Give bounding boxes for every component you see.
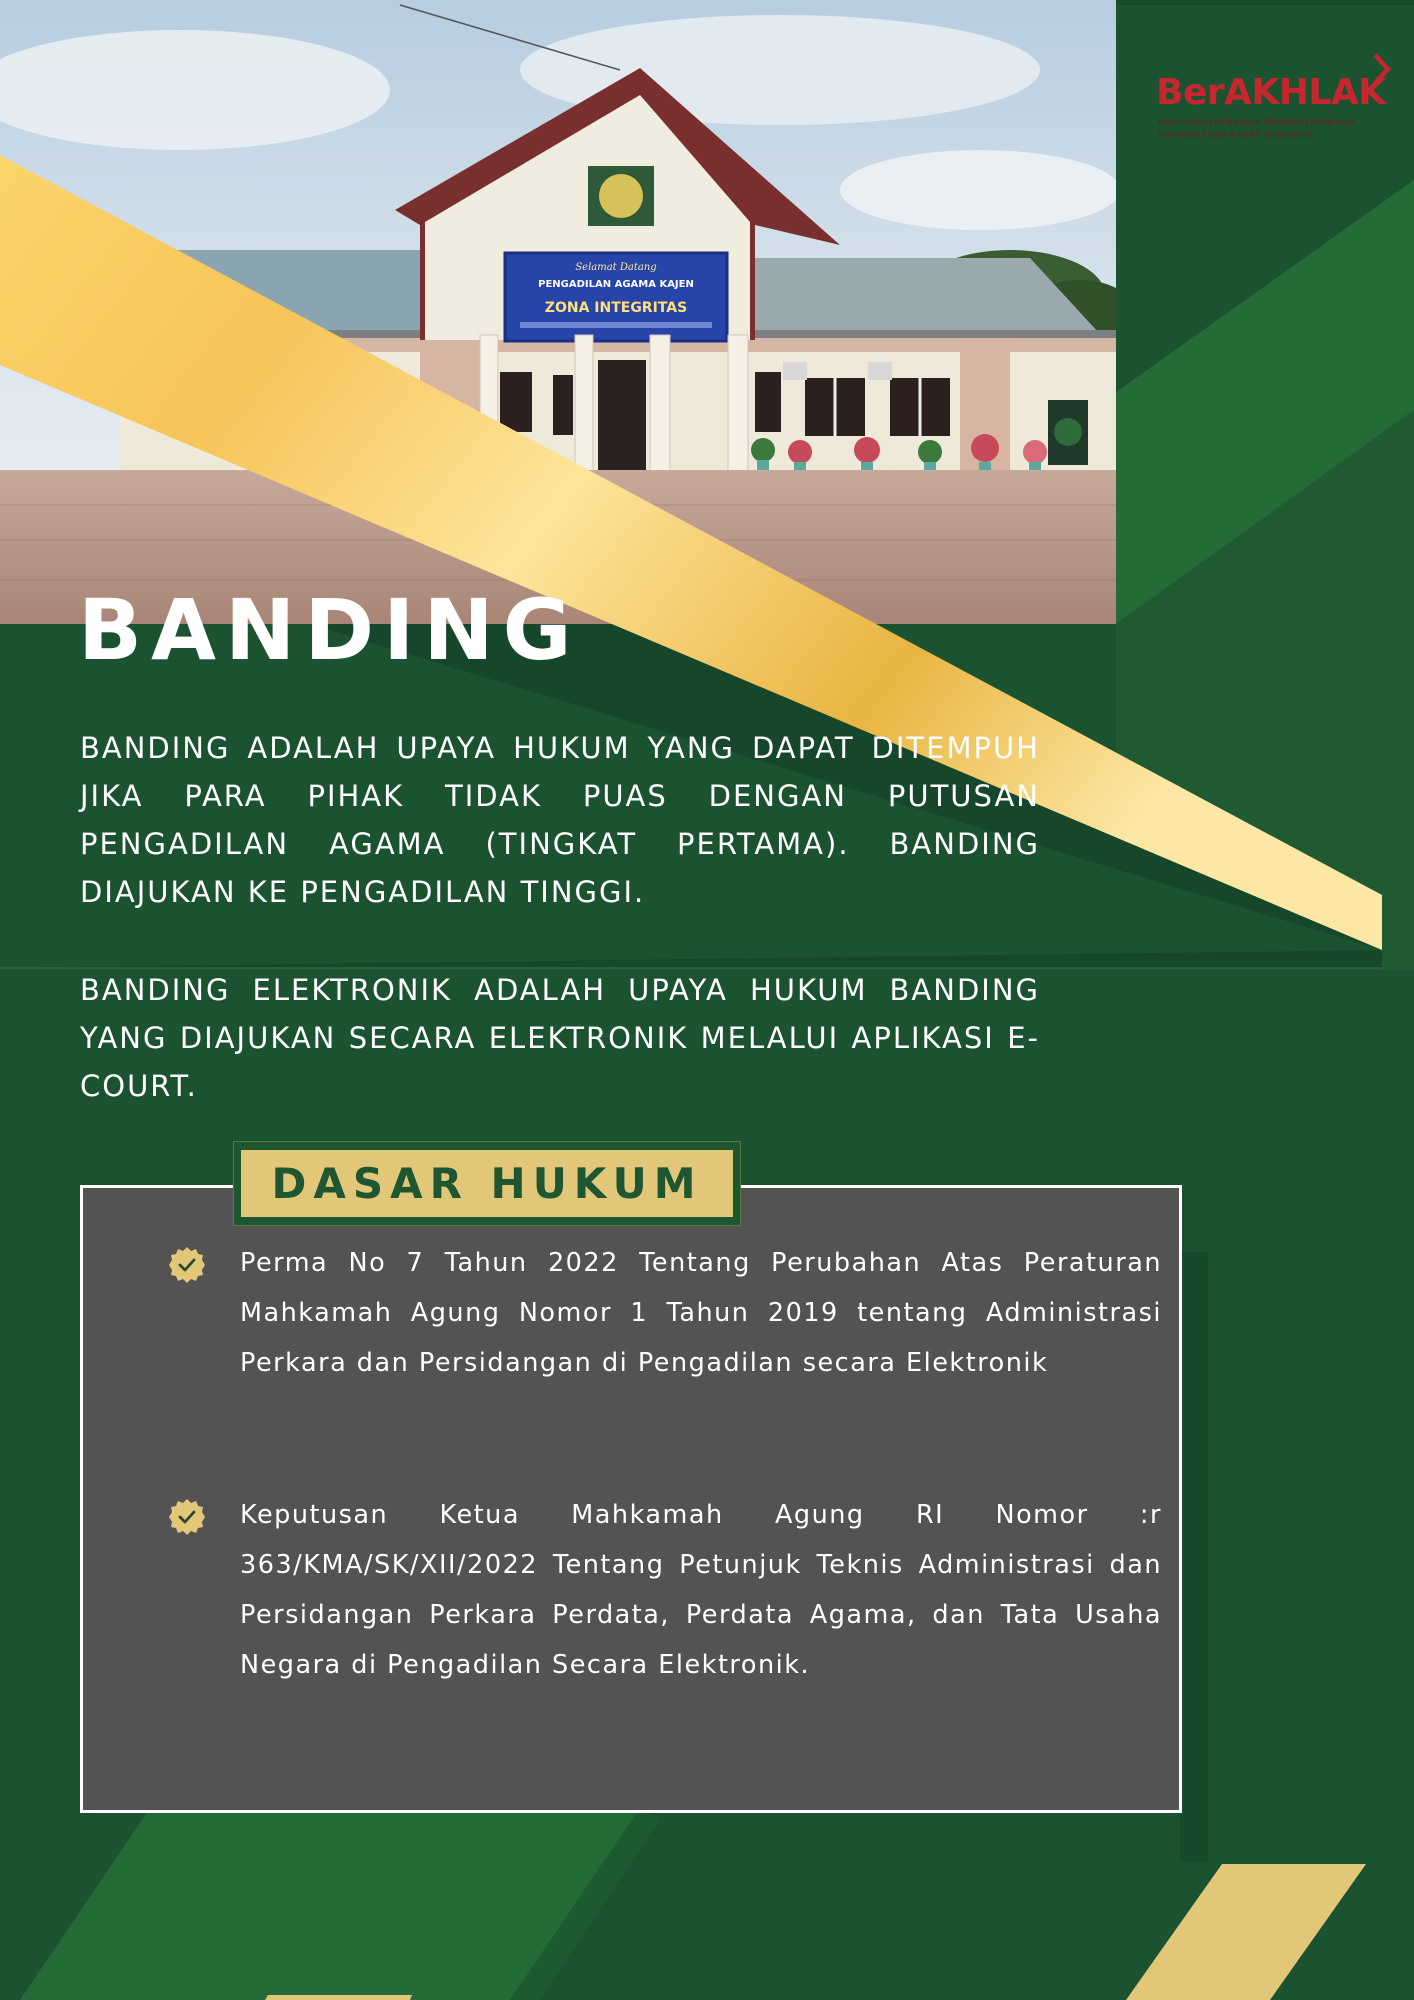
dasar-hukum-tab [241, 1150, 733, 1217]
berakhlak-logo [1150, 50, 1400, 150]
legal-basis-item: Keputusan Ketua Mahkamah Agung RI Nomor :r 363/KMA/SK/XII/2022 Tentang Petunjuk Teknis Administrasi dan Persidangan Perkara Perdata, Perdata Agama, dan Tata Usaha Negara di Pengadilan Secara Elektronik. [240, 1500, 1162, 1680]
banner-line-3: ZONA INTEGRITAS [544, 300, 688, 316]
definition-paragraph: BANDING ADALAH UPAYA HUKUM YANG DAPAT DITEMPUH JIKA PARA PIHAK TIDAK PUAS DENGAN PUTUSAN PENGADILAN AGAMA (TINGKAT PERTAMA). BANDING DIAJUKAN KE PENGADILAN TINGGI. [80, 731, 1040, 909]
logo-tagline-1: Berorientasi Pelayanan Akuntabel Kompeten [1158, 118, 1356, 128]
check-badge-icon [168, 1246, 206, 1284]
page-title: BANDING [78, 581, 581, 679]
legal-basis-item: Perma No 7 Tahun 2022 Tentang Perubahan Atas Peraturan Mahkamah Agung Nomor 1 Tahun 2019 tentang Administrasi Perkara dan Persidangan di Pengadilan secara Elektronik [240, 1248, 1162, 1378]
logo-text: BerAKHLAK [1156, 72, 1386, 113]
check-badge-icon [168, 1498, 206, 1536]
logo-tagline-2: Harmonis Loyal Adaptif Kolaboratif [1158, 130, 1313, 140]
electronic-definition-paragraph: BANDING ELEKTRONIK ADALAH UPAYA HUKUM BANDING YANG DIAJUKAN SECARA ELEKTRONIK MELALUI APLIKASI E-COURT. [80, 973, 1040, 1103]
dasar-hukum-title: DASAR HUKUM [271, 1159, 703, 1208]
box-shadow [1180, 1252, 1208, 1862]
banner-line-1: Selamat Datang [575, 262, 657, 273]
banner-line-2: PENGADILAN AGAMA KAJEN [538, 279, 694, 290]
bottom-gold-shape [1126, 1864, 1366, 2000]
